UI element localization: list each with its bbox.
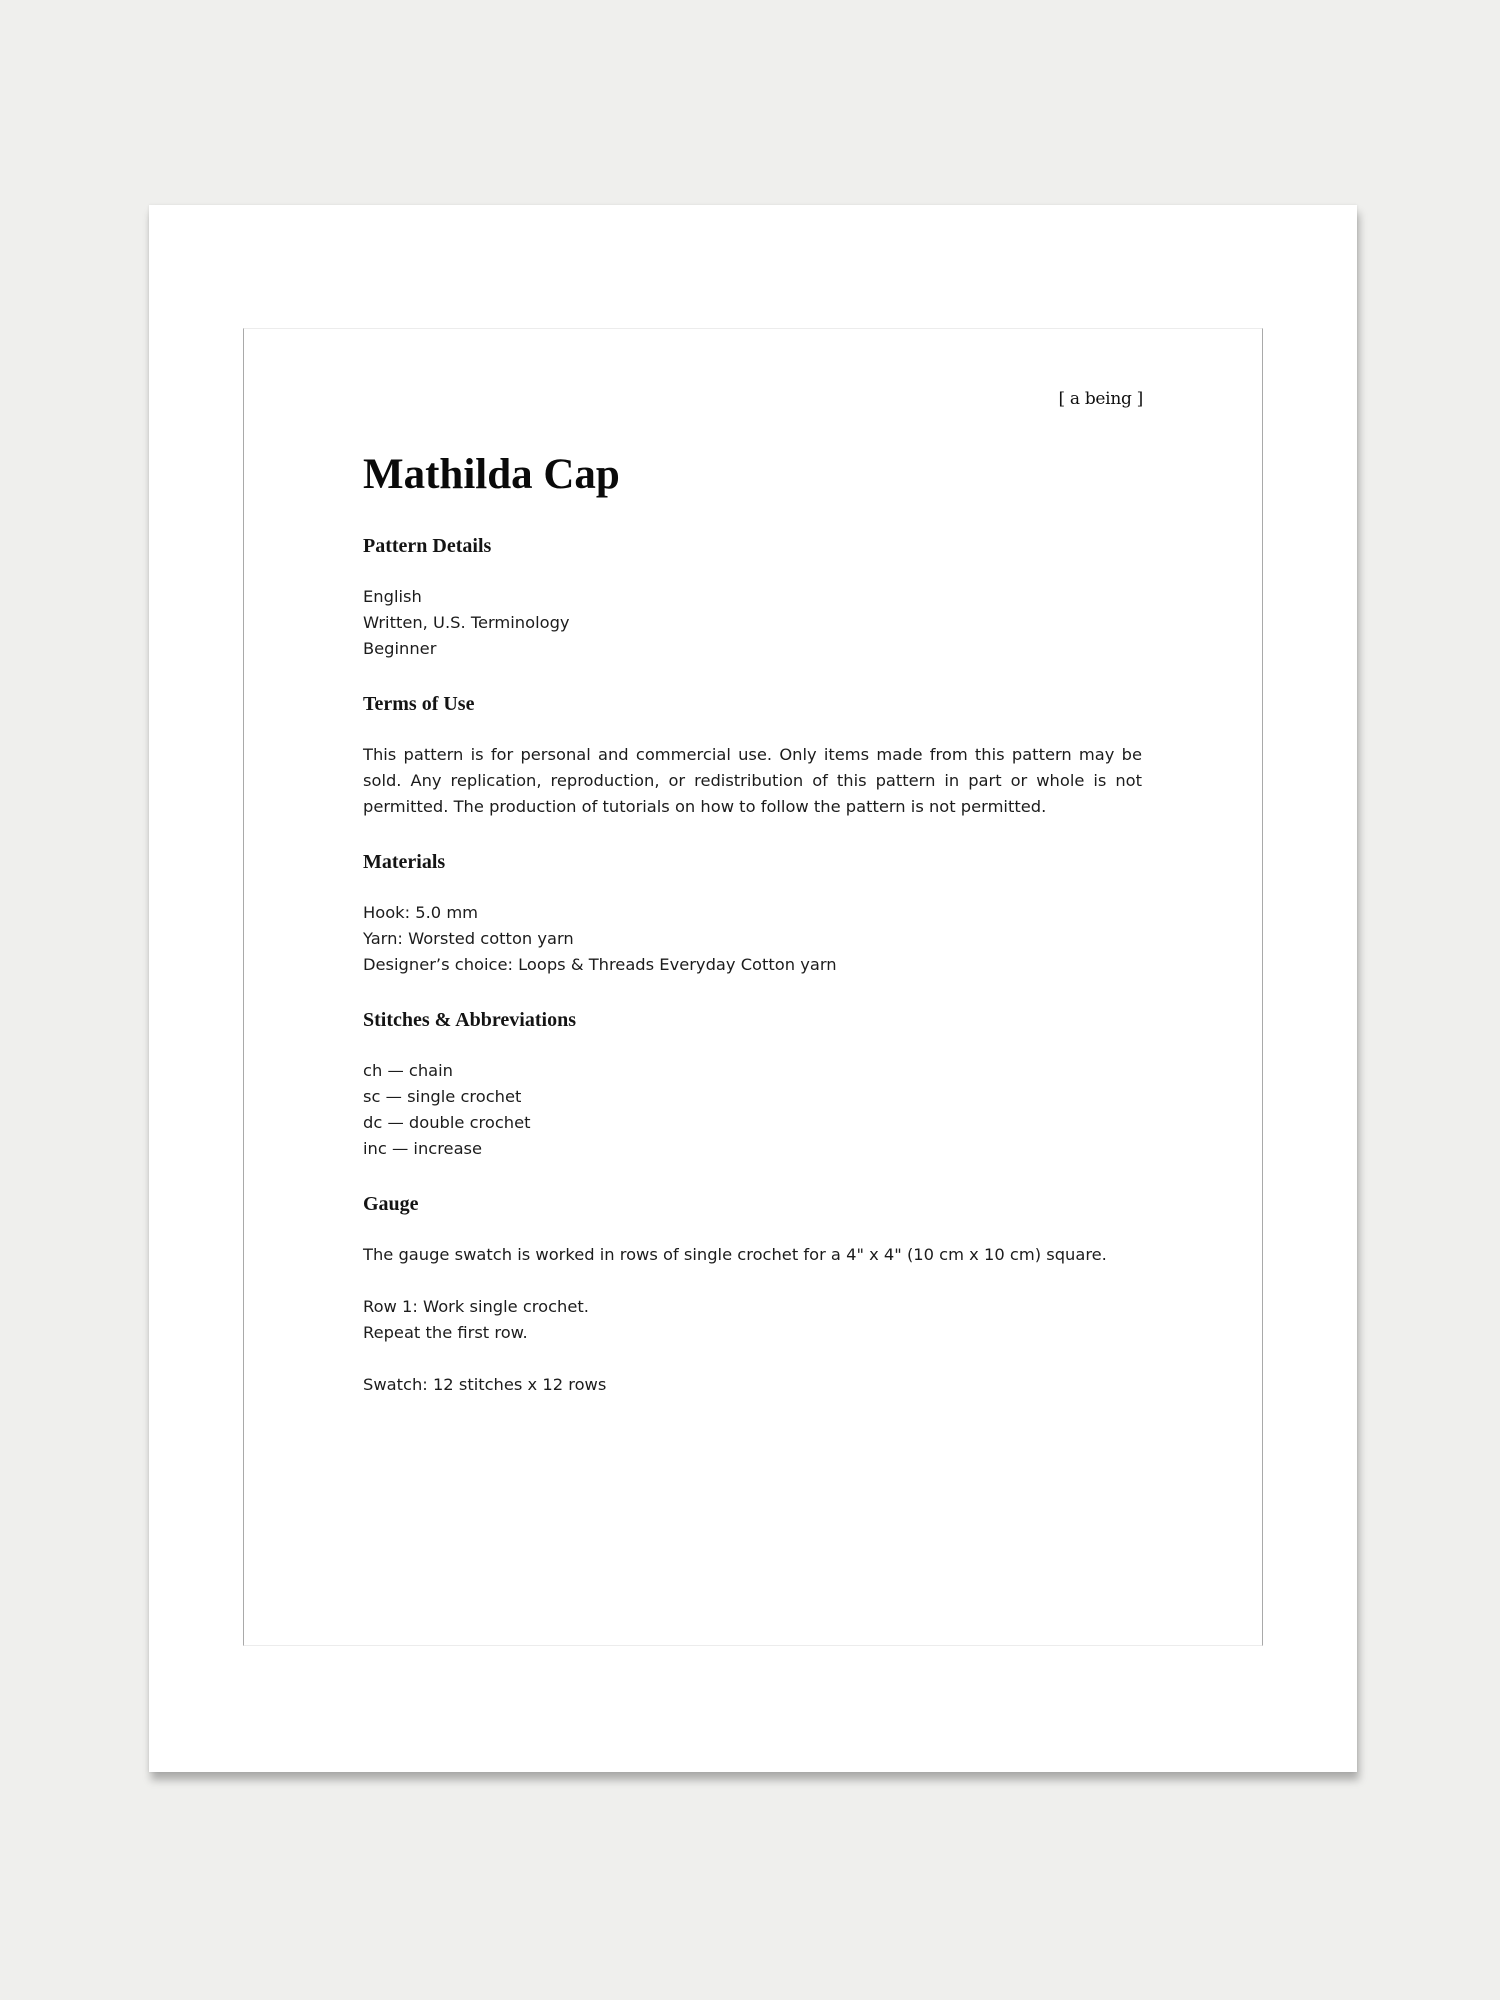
pattern-details-heading: Pattern Details: [363, 535, 492, 557]
material-yarn: Yarn: Worsted cotton yarn: [363, 929, 574, 948]
gauge-repeat: Repeat the first row.: [363, 1323, 528, 1342]
detail-language: English: [363, 587, 422, 606]
gauge-heading: Gauge: [363, 1193, 419, 1215]
gauge-swatch: Swatch: 12 stitches x 12 rows: [363, 1375, 607, 1394]
stitches-heading: Stitches & Abbreviations: [363, 1009, 576, 1031]
material-hook: Hook: 5.0 mm: [363, 903, 479, 922]
document-page: [149, 205, 1357, 1772]
pattern-title: Mathilda Cap: [363, 451, 620, 498]
stitch-inc: inc — increase: [363, 1139, 483, 1158]
gauge-row-1: Row 1: Work single crochet.: [363, 1297, 589, 1316]
detail-level: Beginner: [363, 639, 437, 658]
terms-section: [363, 692, 1142, 820]
stitches-section: [363, 1008, 1142, 1162]
document-body: [363, 453, 1142, 1428]
terms-heading: Terms of Use: [363, 693, 475, 715]
stitch-dc: dc — double crochet: [363, 1113, 531, 1132]
terms-text: This pattern is for personal and commercial use. Only items made from this pattern may be sold. Any replication, reproduction, or redistribution of this pattern in part or whole is not permitted. The production of tutorials on how to follow the pattern is not permitted.: [363, 745, 1142, 816]
brand-mark: [ a being ]: [1058, 389, 1143, 409]
spacer: [363, 1346, 1142, 1372]
page-frame: [243, 328, 1263, 1646]
material-designer-choice: Designer’s choice: Loops & Threads Everyday Cotton yarn: [363, 955, 837, 974]
materials-section: [363, 850, 1142, 978]
pattern-details-section: [363, 534, 1142, 662]
spacer: [363, 1268, 1142, 1294]
detail-format: Written, U.S. Terminology: [363, 613, 570, 632]
gauge-section: [363, 1192, 1142, 1398]
materials-heading: Materials: [363, 851, 446, 873]
gauge-intro: The gauge swatch is worked in rows of single crochet for a 4" x 4" (10 cm x 10 cm) square.: [363, 1245, 1107, 1264]
stitch-ch: ch — chain: [363, 1061, 453, 1080]
stitch-sc: sc — single crochet: [363, 1087, 522, 1106]
